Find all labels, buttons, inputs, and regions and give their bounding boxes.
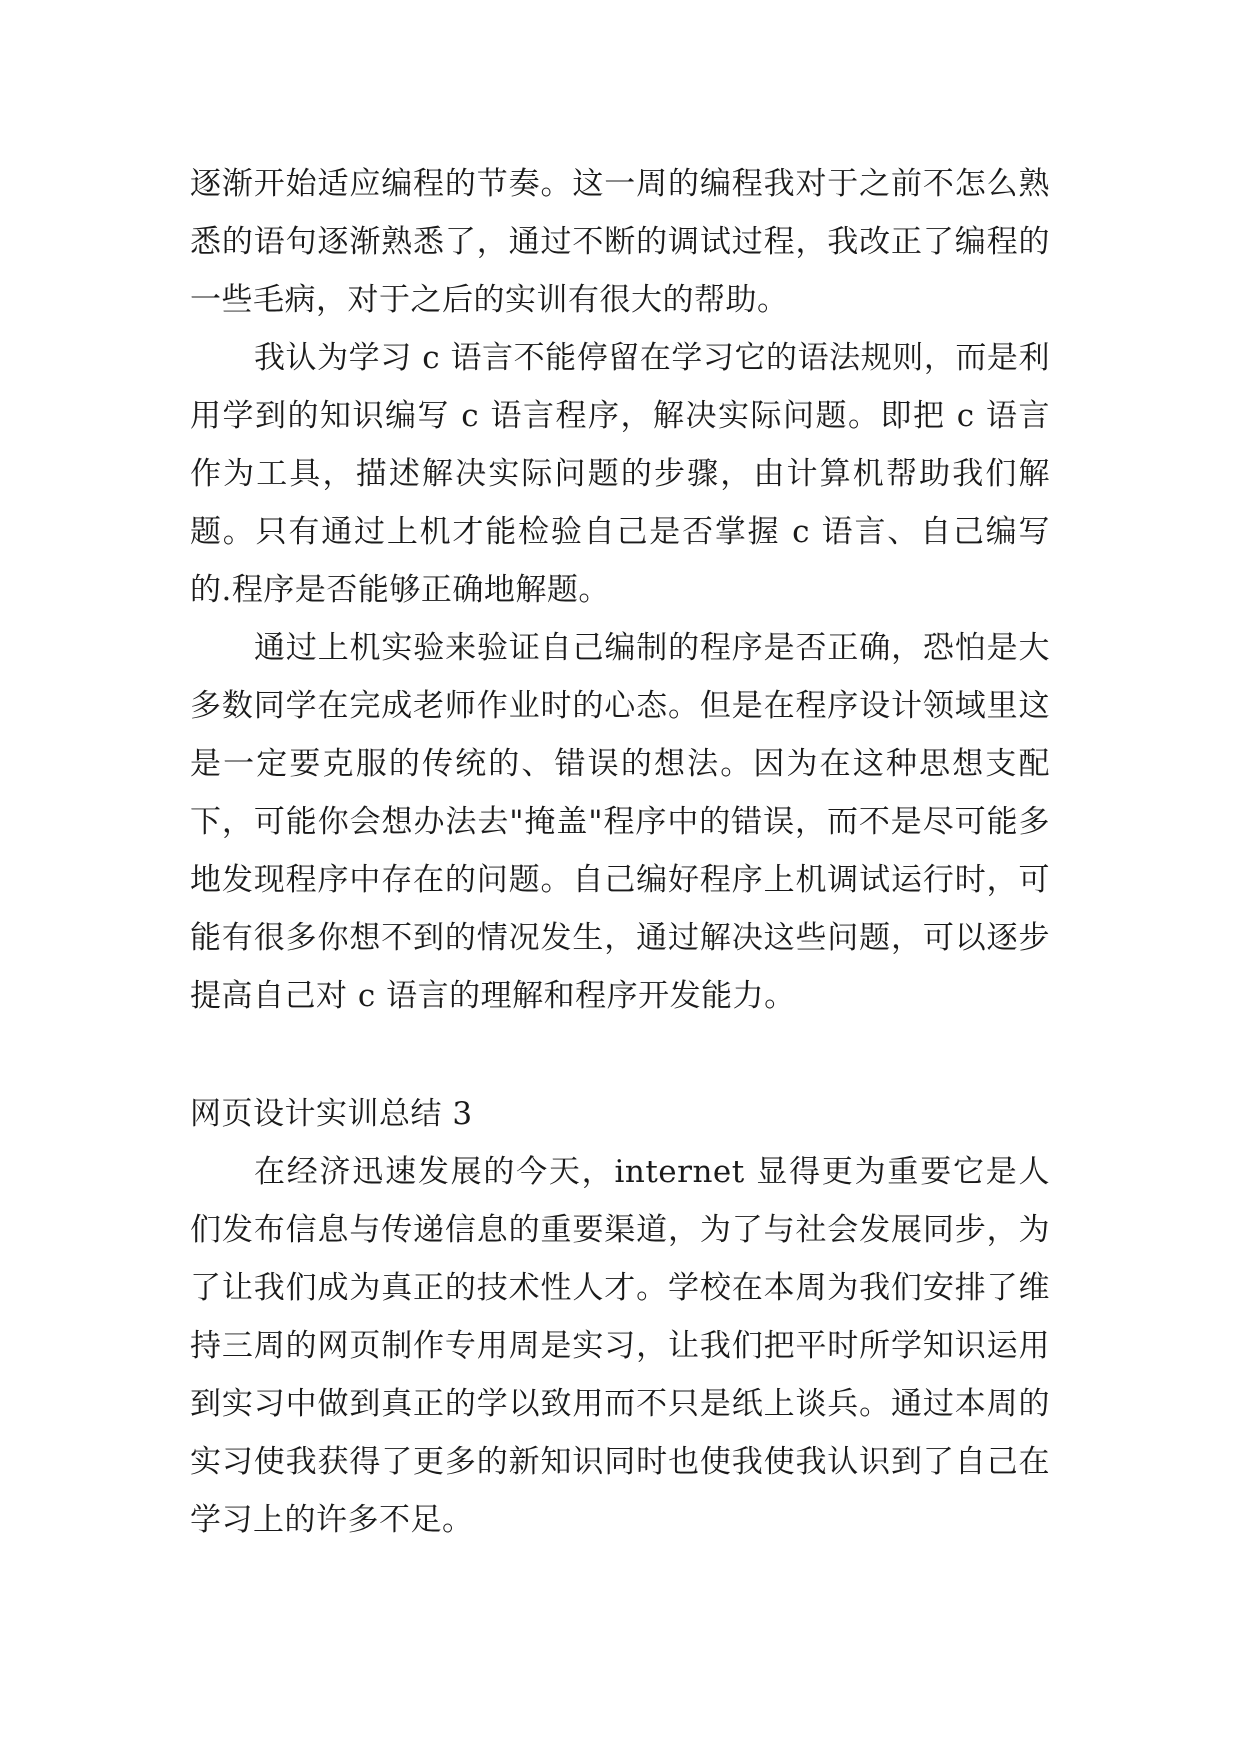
document-body (190, 155, 1050, 1549)
section-heading: 网页设计实训总结 3 (190, 1096, 473, 1132)
paragraph-4: 在经济迅速发展的今天，internet 显得更为重要它是人们发布信息与传递信息的重要渠道，为了与社会发展同步，为了让我们成为真正的技术性人才。学校在本周为我们安排了维持三周的网页制作专用周是实习，让我们把平时所学知识运用到实习中做到真正的学以致用而不只是纸上谈兵。通过本周的实习使我获得了更多的新知识同时也使我使我认识到了自己在学习上的许多不足。 (190, 1154, 1050, 1538)
paragraph-1: 逐渐开始适应编程的节奏。这一周的编程我对于之前不怎么熟悉的语句逐渐熟悉了，通过不断的调试过程，我改正了编程的一些毛病，对于之后的实训有很大的帮助。 (190, 166, 1050, 318)
paragraph-2: 我认为学习 c 语言不能停留在学习它的语法规则，而是利用学到的知识编写 c 语言程序，解决实际问题。即把 c 语言作为工具，描述解决实际问题的步骤，由计算机帮助我们解题。只有通过上机才能检验自己是否掌握 c 语言、自己编写的.程序是否能够正确地解题。 (190, 340, 1050, 608)
paragraph-3: 通过上机实验来验证自己编制的程序是否正确，恐怕是大多数同学在完成老师作业时的心态。但是在程序设计领域里这是一定要克服的传统的、错误的想法。因为在这种思想支配下，可能你会想办法去"掩盖"程序中的错误，而不是尽可能多地发现程序中存在的问题。自己编好程序上机调试运行时，可能有很多你想不到的情况发生，通过解决这些问题，可以逐步提高自己对 c 语言的理解和程序开发能力。 (190, 630, 1050, 1014)
